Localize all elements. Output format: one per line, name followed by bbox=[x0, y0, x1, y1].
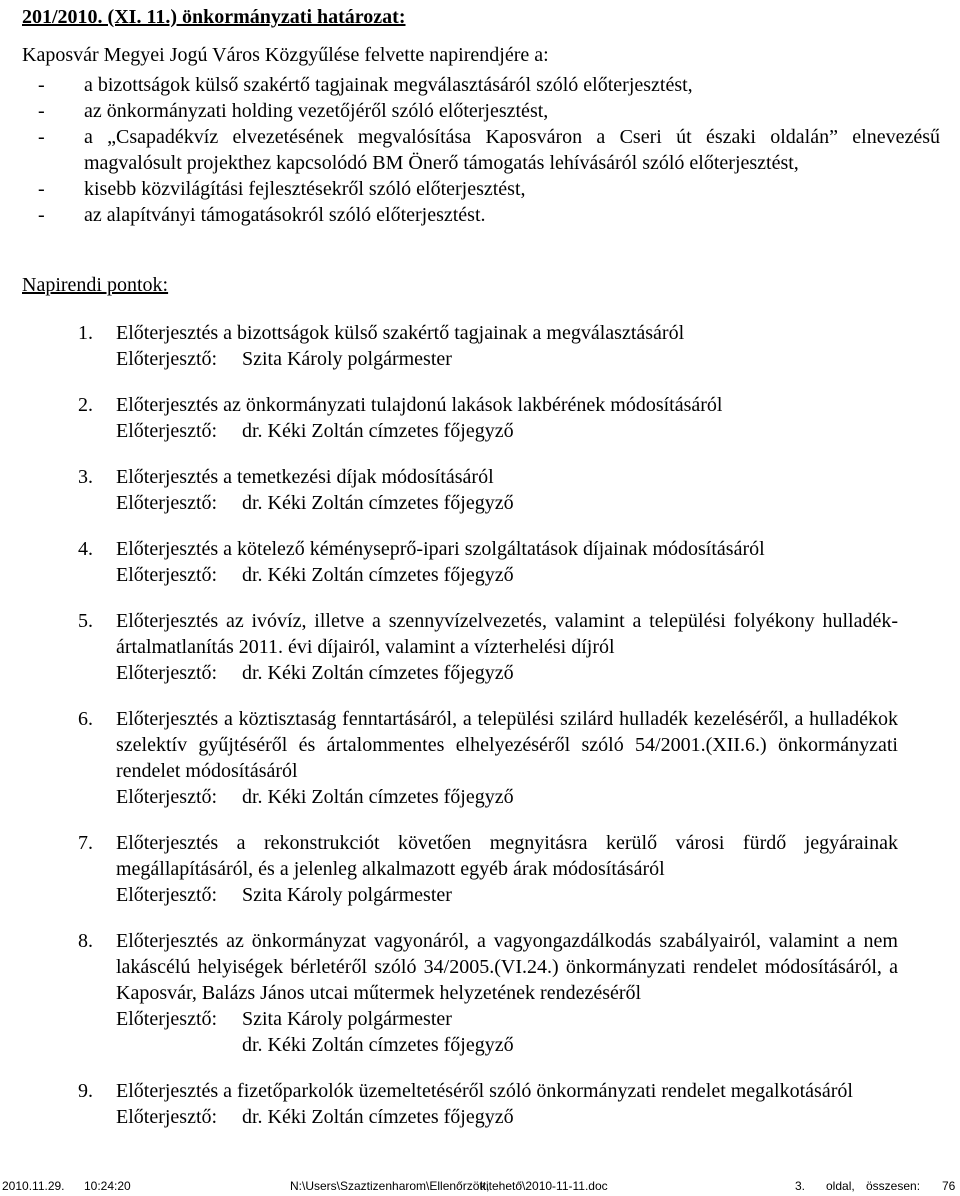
presenter-line: Előterjesztő: Szita Károly polgármester bbox=[116, 884, 452, 906]
agenda-item-4 bbox=[78, 536, 898, 588]
resolution-title: 201/2010. (XI. 11.) önkormányzati határozat: bbox=[22, 6, 406, 28]
presenter-line: Előterjesztő: Szita Károly polgármester bbox=[116, 348, 452, 370]
list-item: - kisebb közvilágítási fejlesztésekről szóló előterjesztést, bbox=[38, 178, 526, 200]
agenda-list bbox=[78, 320, 898, 1150]
list-item: - az önkormányzati holding vezetőjéről szóló előterjesztést, bbox=[38, 100, 549, 122]
footer-total-label: összesen: bbox=[866, 1179, 921, 1193]
presenter-line: Előterjesztő: dr. Kéki Zoltán címzetes főjegyző bbox=[116, 492, 514, 514]
footer-path: N:\Users\Szaztizenharom\Ellenőrzött, bbox=[290, 1179, 490, 1193]
agenda-item-9 bbox=[78, 1078, 898, 1130]
agenda-heading: Napirendi pontok: bbox=[22, 274, 169, 296]
intro-text: Kaposvár Megyei Jogú Város Közgyűlése felvette napirendjére a: bbox=[22, 44, 549, 66]
list-item: - a bizottságok külső szakértő tagjainak megválasztásáról szóló előterjesztést, bbox=[38, 74, 693, 96]
presenter-line: Előterjesztő: dr. Kéki Zoltán címzetes főjegyző bbox=[116, 786, 514, 808]
presenter-line: Előterjesztő: dr. Kéki Zoltán címzetes főjegyző bbox=[116, 564, 514, 586]
item-number: 4. bbox=[78, 538, 93, 560]
agenda-item-3 bbox=[78, 464, 898, 516]
item-text: Előterjesztés a fizetőparkolók üzemeltetéséről szóló önkormányzati rendelet megalkotásáról bbox=[116, 1080, 853, 1102]
agenda-item-7 bbox=[78, 830, 898, 908]
list-item: - az alapítványi támogatásokról szóló előterjesztést. bbox=[38, 204, 486, 226]
footer-file: kitehető\2010-11-11.doc bbox=[480, 1179, 608, 1193]
footer-page-label: oldal, bbox=[826, 1179, 855, 1193]
item-number: 2. bbox=[78, 394, 93, 416]
item-text: Előterjesztés a köztisztaság fenntartásáról, a települési szilárd hulladék kezeléséről, a hulladékok szelektív gyűjtéséről és ártalommentes elhelyezéséről szóló 54/2001.(XII.6.) önkormányzati rendelet módosításáról bbox=[116, 708, 898, 782]
agenda-item-6 bbox=[78, 706, 898, 810]
bullet-list bbox=[22, 72, 940, 228]
item-text: Előterjesztés az ivóvíz, illetve a szennyvízelvezetés, valamint a települési folyékony hulladék-ártalmatlanítás 2011. évi díjairól, valamint a vízterhelési díjról bbox=[116, 610, 898, 658]
item-number: 8. bbox=[78, 930, 93, 952]
agenda-item-5 bbox=[78, 608, 898, 686]
presenter-line: Előterjesztő: dr. Kéki Zoltán címzetes főjegyző bbox=[116, 1106, 514, 1128]
page-footer bbox=[0, 1176, 960, 1196]
item-number: 9. bbox=[78, 1080, 93, 1102]
item-text: Előterjesztés a rekonstrukciót követően megnyitásra kerülő városi fürdő jegyárainak megállapításáról, és a jelenleg alkalmazott egyéb árak módosításáról bbox=[116, 832, 898, 880]
footer-page: 3. bbox=[795, 1179, 806, 1193]
presenter-line: Előterjesztő: Szita Károly polgármester bbox=[116, 1008, 452, 1030]
item-text: Előterjesztés a bizottságok külső szakértő tagjainak a megválasztásáról bbox=[116, 322, 685, 344]
item-number: 1. bbox=[78, 322, 93, 344]
agenda-item-2 bbox=[78, 392, 898, 444]
presenter-line: Előterjesztő: dr. Kéki Zoltán címzetes főjegyző bbox=[116, 420, 514, 442]
item-number: 7. bbox=[78, 832, 93, 854]
footer-date: 2010.11.29. bbox=[2, 1179, 65, 1193]
item-text: Előterjesztés az önkormányzat vagyonáról, a vagyongazdálkodás szabályairól, valamint a nem lakáscélú helyiségek bérletéről szóló 34/2005.(VI.24.) önkormányzati rendelet módosításáról, a Kaposvár, Balázs János utcai műtermek helyzetének rendezéséről bbox=[116, 930, 898, 1004]
agenda-item-8 bbox=[78, 928, 898, 1058]
footer-total: 76 bbox=[942, 1179, 956, 1193]
item-number: 3. bbox=[78, 466, 93, 488]
item-number: 6. bbox=[78, 708, 93, 730]
presenter-line: Előterjesztő: dr. Kéki Zoltán címzetes főjegyző bbox=[116, 662, 514, 684]
item-number: 5. bbox=[78, 610, 93, 632]
item-text: Előterjesztés az önkormányzati tulajdonú lakások lakbérének módosításáról bbox=[116, 394, 723, 416]
agenda-item-1 bbox=[78, 320, 898, 372]
presenter-line-second: dr. Kéki Zoltán címzetes főjegyző bbox=[242, 1034, 514, 1056]
item-text: Előterjesztés a kötelező kéményseprő-ipari szolgáltatások díjainak módosításáról bbox=[116, 538, 765, 560]
list-item: - a „Csapadékvíz elvezetésének megvalósítása Kaposváron a Cseri út északi oldalán” elnevezésű magvalósult projekthez kapcsolódó BM Önerő támogatás lehívásáról szóló előterjesztést, bbox=[38, 126, 940, 174]
item-text: Előterjesztés a temetkezési díjak módosításáról bbox=[116, 466, 494, 488]
footer-time: 10:24:20 bbox=[84, 1179, 131, 1193]
